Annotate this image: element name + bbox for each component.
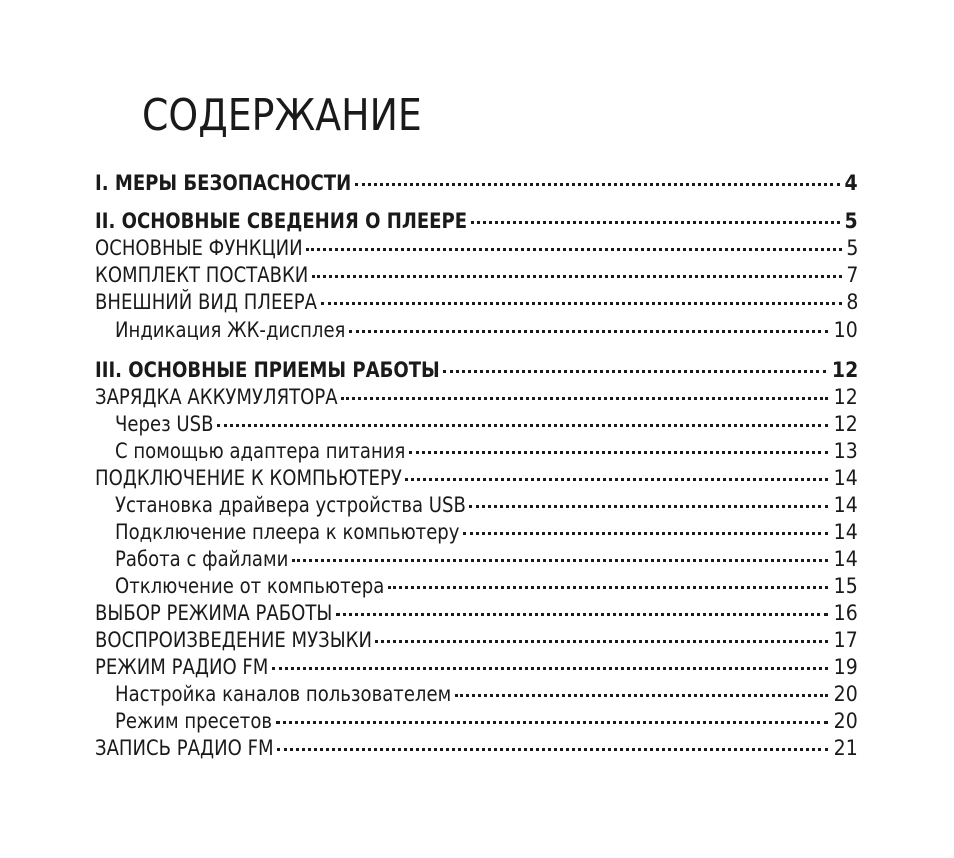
toc-leader-dots	[469, 505, 828, 508]
toc-entry-page: 14	[833, 547, 858, 571]
toc-entry[interactable]	[95, 262, 858, 289]
toc-entry[interactable]	[115, 492, 858, 519]
toc-entry-label: Подключение плеера к компьютеру	[115, 520, 460, 544]
toc-entry[interactable]	[95, 357, 858, 384]
toc-entry[interactable]	[115, 519, 858, 546]
toc-leader-dots	[405, 478, 828, 481]
toc-leader-dots	[277, 748, 828, 751]
toc-entry-label: III. ОСНОВНЫЕ ПРИЕМЫ РАБОТЫ	[95, 358, 440, 382]
toc-entry[interactable]	[115, 411, 858, 438]
toc-entry[interactable]	[95, 735, 858, 762]
toc-entry[interactable]	[95, 235, 858, 262]
toc-entry-page: 14	[833, 466, 858, 490]
toc-entry-label: РЕЖИМ РАДИО FM	[95, 655, 269, 679]
toc-leader-dots	[355, 183, 840, 186]
toc-entry-label: ВОСПРОИЗВЕДЕНИЕ МУЗЫКИ	[95, 628, 372, 652]
toc-entry-label: Настройка каналов пользователем	[115, 682, 452, 706]
toc-entry-page: 19	[833, 655, 858, 679]
toc-entry-label: Режим пресетов	[115, 709, 273, 733]
toc-entry-label: ВЫБОР РЕЖИМА РАБОТЫ	[95, 601, 333, 625]
toc-entry-page: 15	[833, 574, 858, 598]
toc-leader-dots	[306, 248, 842, 251]
toc-leader-dots	[272, 667, 828, 670]
toc-entry[interactable]	[95, 208, 858, 235]
toc-entry-page: 21	[833, 736, 858, 760]
toc-entry-label: ЗАПИСЬ РАДИО FM	[95, 736, 274, 760]
toc-entry[interactable]	[95, 384, 858, 411]
toc-entry[interactable]	[115, 573, 858, 600]
toc-entry-label: ОСНОВНЫЕ ФУНКЦИИ	[95, 236, 303, 260]
toc-leader-dots	[375, 640, 828, 643]
toc-entry[interactable]	[115, 708, 858, 735]
toc-leader-dots	[463, 532, 828, 535]
toc-entry-page: 5	[845, 236, 858, 260]
toc-leader-dots	[341, 397, 828, 400]
toc-leader-dots	[409, 451, 828, 454]
toc-entry-page: 20	[833, 709, 858, 733]
toc-entry-page: 4	[844, 171, 858, 195]
toc-entry-label: I. МЕРЫ БЕЗОПАСНОСТИ	[95, 171, 352, 195]
toc-entry-page: 14	[833, 520, 858, 544]
toc-leader-dots	[217, 424, 828, 427]
toc-leader-dots	[292, 559, 828, 562]
toc-entry[interactable]	[95, 289, 858, 316]
toc-leader-dots	[471, 221, 840, 224]
toc-leader-dots	[455, 694, 828, 697]
toc-entry-page: 7	[845, 263, 858, 287]
toc-entry-label: II. ОСНОВНЫЕ СВЕДЕНИЯ О ПЛЕЕРЕ	[95, 209, 468, 233]
toc-leader-dots	[321, 302, 842, 305]
toc-leader-dots	[349, 330, 828, 333]
toc-entry-label: Отключение от компьютера	[115, 574, 385, 598]
toc-entry[interactable]	[95, 465, 858, 492]
toc-entry-page: 17	[833, 628, 858, 652]
toc-entry-page: 14	[833, 493, 858, 517]
toc-entry-page: 12	[831, 358, 858, 382]
toc-leader-dots	[276, 721, 828, 724]
toc-entry-page: 12	[833, 385, 858, 409]
toc-entry-label: Индикация ЖК-дисплея	[115, 318, 346, 342]
toc-entry-page: 16	[833, 601, 858, 625]
toc-entry-page: 12	[833, 412, 858, 436]
toc-entry-label: ЗАРЯДКА АККУМУЛЯТОРА	[95, 385, 338, 409]
toc-entry-page: 8	[845, 290, 858, 314]
toc-entry-page: 5	[844, 209, 858, 233]
toc-entry-page: 20	[833, 682, 858, 706]
toc-entry-label: Установка драйвера устройства USB	[115, 493, 466, 517]
toc-entry-label: ПОДКЛЮЧЕНИЕ К КОМПЬЮТЕРУ	[95, 466, 402, 490]
toc-entry-label: Работа с файлами	[115, 547, 289, 571]
toc-leader-dots	[388, 586, 828, 589]
toc-entry-label: КОМПЛЕКТ ПОСТАВКИ	[95, 263, 309, 287]
toc-entry-label: С помощью адаптера питания	[115, 439, 406, 463]
toc-entry[interactable]	[115, 681, 858, 708]
toc-entry[interactable]	[95, 627, 858, 654]
toc-leader-dots	[336, 613, 828, 616]
toc-entry[interactable]	[115, 546, 858, 573]
toc-entry[interactable]	[95, 170, 858, 197]
toc-entry-page: 10	[833, 318, 858, 342]
page-title: СОДЕРЖАНИЕ	[142, 90, 422, 141]
toc-entry[interactable]	[115, 317, 858, 344]
toc-entry[interactable]	[115, 438, 858, 465]
toc-entry[interactable]	[95, 600, 858, 627]
toc-entry[interactable]	[95, 654, 858, 681]
toc-entry-label: Через USB	[115, 412, 214, 436]
toc-entry-label: ВНЕШНИЙ ВИД ПЛЕЕРА	[95, 290, 318, 314]
toc-leader-dots	[312, 275, 842, 278]
toc-leader-dots	[443, 370, 826, 373]
toc-entry-page: 13	[833, 439, 858, 463]
